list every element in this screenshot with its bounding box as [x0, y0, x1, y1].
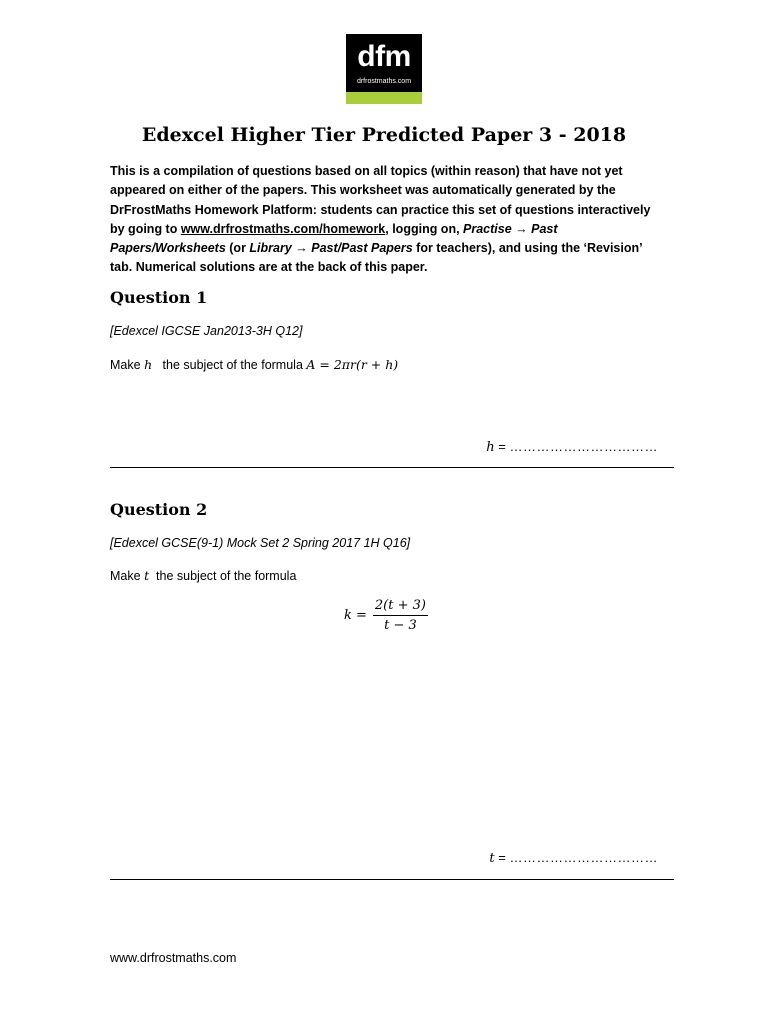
- question-2-answer-line: [489, 850, 658, 867]
- q1-answer-var: h: [486, 440, 495, 455]
- question-2-statement: [110, 568, 296, 584]
- q2-answer-eq: =: [498, 850, 506, 865]
- intro-text-2: , logging on,: [385, 221, 464, 236]
- q2-formula-denominator: t − 3: [384, 618, 417, 633]
- logo-accent-bar: [346, 92, 422, 104]
- q2-answer-blank[interactable]: ……………………………: [509, 850, 658, 865]
- q2-answer-var: t: [489, 851, 495, 866]
- page-title: Edexcel Higher Tier Predicted Paper 3 - 2018: [141, 124, 627, 146]
- q1-statement-text: the subject of the formula: [162, 358, 303, 372]
- q1-answer-eq: =: [498, 439, 506, 454]
- q2-variable: t: [144, 568, 150, 583]
- intro-text-1: This is a compilation of questions based on all topics (within reason) that have not yet appeared on either of the papers. This worksheet was automatically generated by the DrFrostMaths Homework Platform: students can practice this set of questions interactively by going to: [110, 164, 651, 236]
- intro-text-3: (or: [225, 241, 250, 256]
- q2-formula-numerator: 2(t + 3): [373, 598, 428, 616]
- q1-variable: h: [144, 357, 153, 372]
- q1-make: Make: [110, 358, 141, 372]
- question-1-answer-line: [486, 439, 658, 456]
- practise-path: Practise → Past Papers/Worksheets: [110, 221, 558, 256]
- logo-site: drfrostmaths.com: [356, 78, 412, 85]
- question-1-divider: [110, 467, 674, 468]
- intro-text-4: for teachers), and using the ‘Revision’ tab. Numerical solutions are at the back of this paper.: [110, 241, 642, 275]
- question-2-source: [Edexcel GCSE(9-1) Mock Set 2 Spring 2017 1H Q16]: [110, 536, 411, 550]
- q2-statement-text: the subject of the formula: [156, 569, 297, 583]
- q2-make: Make: [110, 569, 141, 583]
- q1-answer-blank[interactable]: ……………………………: [509, 439, 658, 454]
- question-1-statement: [110, 357, 398, 373]
- q2-formula-fraction: [373, 598, 428, 633]
- logo-wordmark: dfm: [357, 40, 411, 73]
- q1-formula: A = 2πr(r + h): [306, 357, 399, 372]
- intro-paragraph: [110, 162, 655, 278]
- question-1-heading: Question 1: [110, 288, 208, 307]
- question-2-divider: [110, 879, 674, 880]
- dfm-logo: [346, 34, 422, 104]
- footer-url: www.drfrostmaths.com: [110, 951, 237, 965]
- q2-formula-lhs: k =: [344, 608, 367, 623]
- question-1-source: [Edexcel IGCSE Jan2013-3H Q12]: [110, 324, 303, 338]
- question-2-formula: [344, 598, 428, 633]
- question-2-heading: Question 2: [110, 500, 208, 519]
- homework-link[interactable]: www.drfrostmaths.com/homework: [180, 221, 386, 236]
- library-path: Library → Past/Past Papers: [249, 241, 413, 256]
